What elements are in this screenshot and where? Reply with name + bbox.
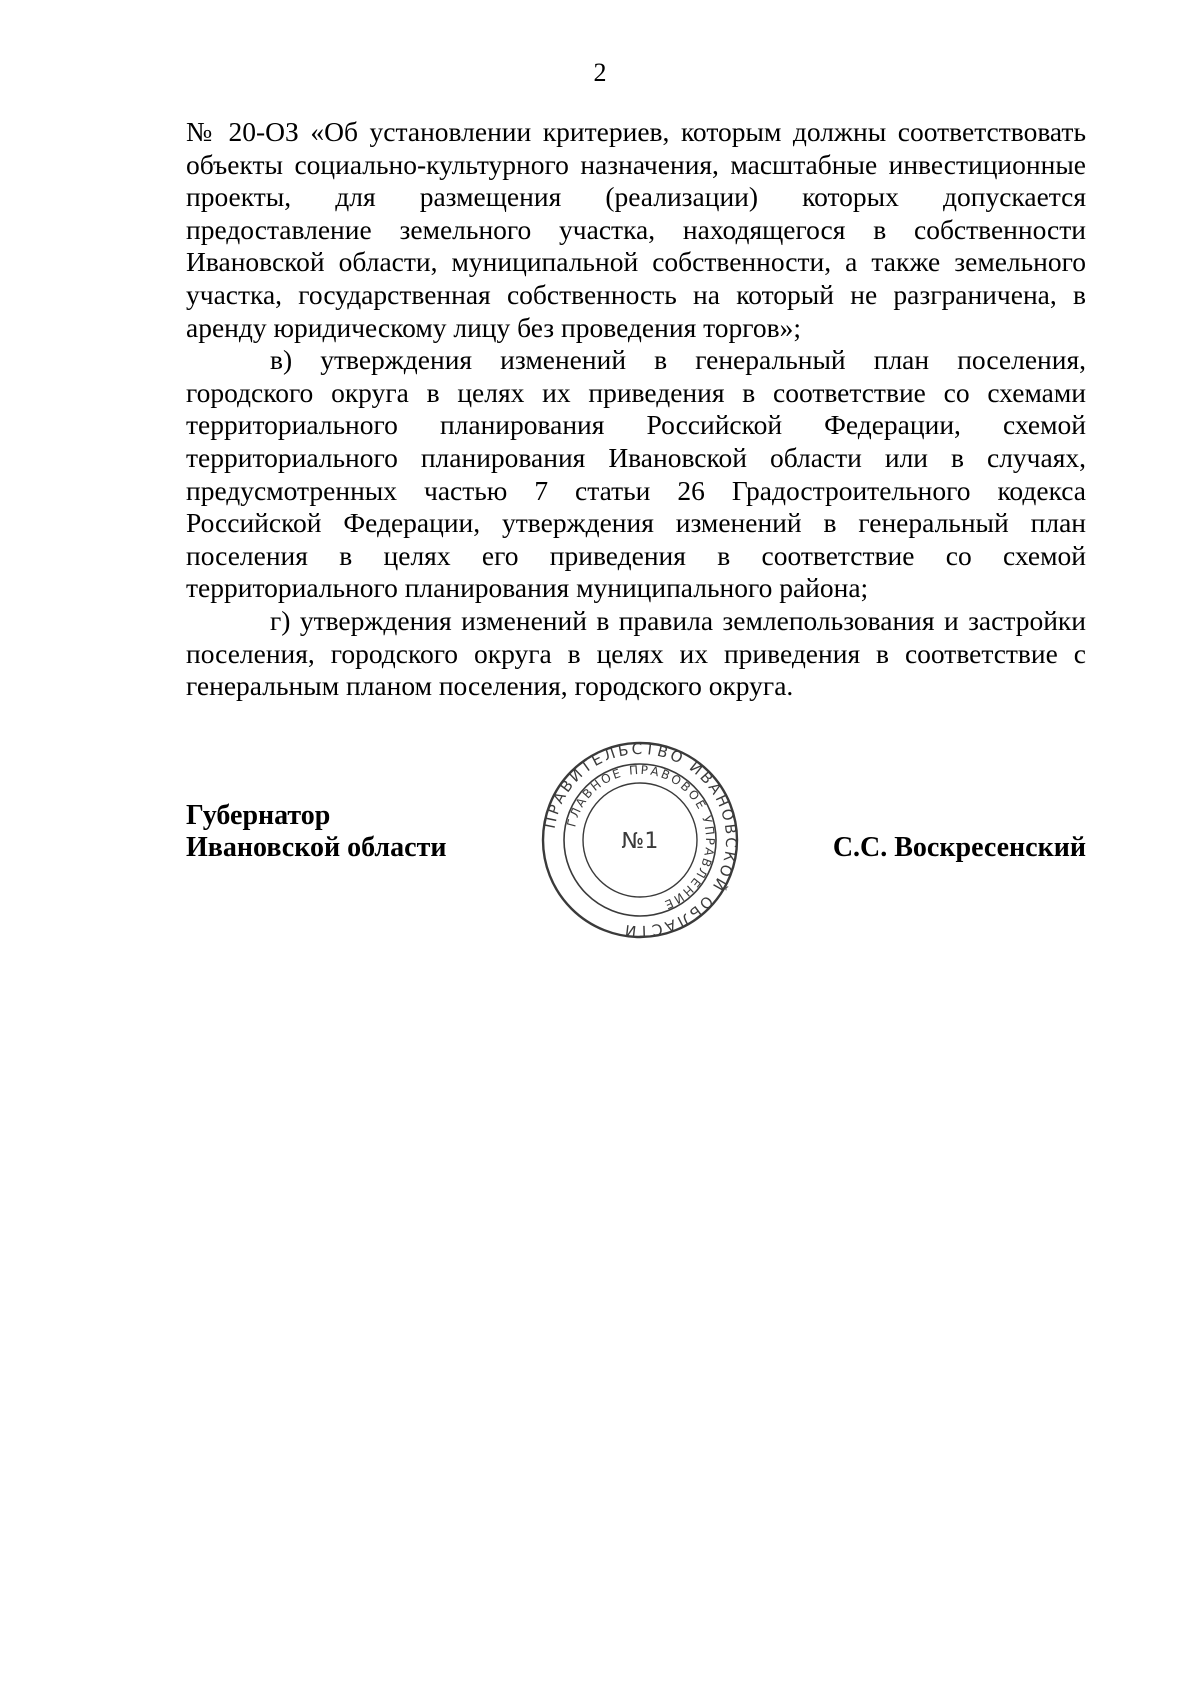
- signer-position: Губернатор: [186, 800, 331, 831]
- document-body: [186, 116, 1086, 703]
- paragraph-law-reference: № 20-ОЗ «Об установлении критериев, которым должны соответствовать объекты социально-культурного назначения, масштабные инвестиционные проекты, для размещения (реализации) которых допускается предоставление земельного участка, находящегося в собственности Ивановской области, муниципальной собственности, а также земельного участка, государственная собственность на который не разграничена, в аренду юридическому лицу без проведения торгов»;: [186, 116, 1086, 343]
- seal-inner-text: ГЛАВНОЕ ПРАВОВОЕ УПРАВЛЕНИЕ: [564, 762, 718, 913]
- official-seal-stamp: [540, 740, 740, 940]
- signer-name: С.С. Воскресенский: [832, 832, 1086, 863]
- seal-outer-text: ПРАВИТЕЛЬСТВО ИВАНОВСКОЙ ОБЛАСТИ: [540, 740, 740, 940]
- paragraph-item-g: г) утверждения изменений в правила землепользования и застройки поселения, городского округа в целях их приведения в соответствие с генеральным планом поселения, городского округа.: [186, 604, 1086, 702]
- seal-center-number: №1: [621, 829, 659, 854]
- page-number: 2: [593, 58, 607, 87]
- signer-region: Ивановской области: [186, 832, 447, 863]
- paragraph-item-v: в) утверждения изменений в генеральный план поселения, городского округа в целях их приведения в соответствие со схемами территориального планирования Российской Федерации, схемой территориального планирования Ивановской области или в случаях, предусмотренных частью 7 статьи 26 Градостроительного кодекса Российской Федерации, утверждения изменений в генеральный план поселения в целях его приведения в соответствие со схемой территориального планирования муниципального района;: [186, 344, 1086, 604]
- signer-title: [186, 800, 446, 864]
